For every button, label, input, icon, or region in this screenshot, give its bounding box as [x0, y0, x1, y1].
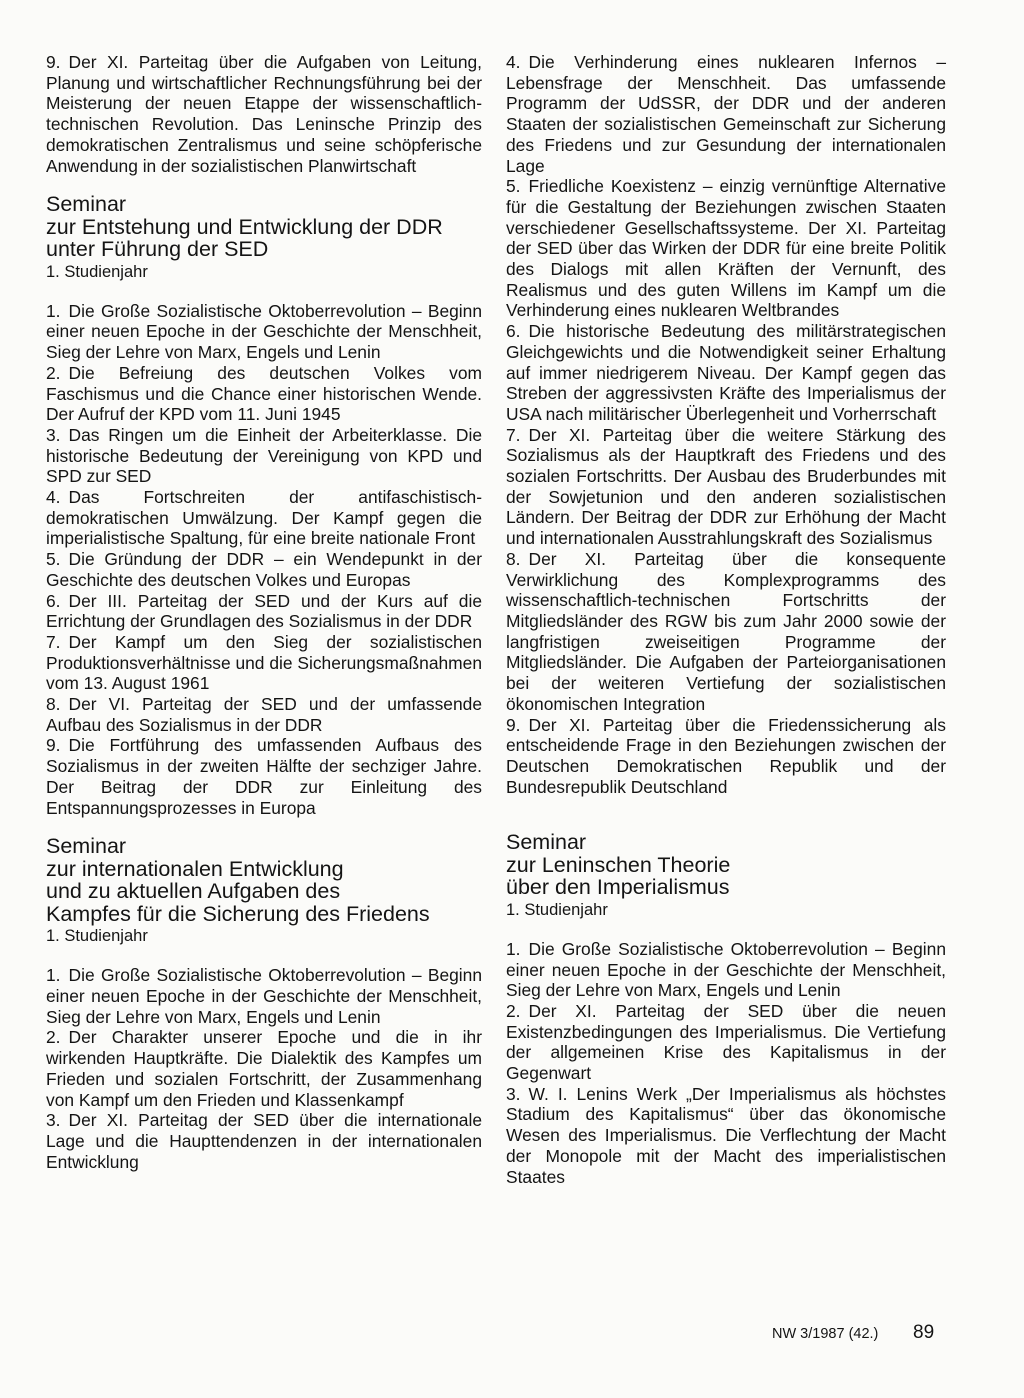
seminar-title-line: über den Imperialismus — [506, 875, 730, 900]
seminar-title-line: zur Entstehung und Entwicklung der DDR — [46, 214, 443, 239]
item-text: Der III. Parteitag der SED und der Kurs auf die Errichtung der Grundlagen des Sozialismus in der DDR — [46, 590, 482, 632]
item-number: 2. — [506, 1000, 521, 1021]
list-item — [46, 52, 482, 176]
item-number: 5. — [506, 176, 521, 197]
left-column — [46, 52, 482, 1172]
seminar-title-line: zur internationalen Entwicklung — [46, 856, 344, 881]
page-footer — [0, 1322, 1024, 1352]
list-item — [506, 176, 946, 321]
item-text: W. I. Lenins Werk „Der Imperialismus als höchstes Stadium des Kapitalismus“ über das ökonomische Wesen des Imperialismus. Die Verflechtung der Macht der Monopole mit der Macht des imperialistischen Staates — [506, 1083, 946, 1187]
seminar-title-line: Kampfes für die Sicherung des Friedens — [46, 901, 430, 926]
item-number: 3. — [46, 1110, 61, 1131]
item-number: 8. — [46, 694, 61, 715]
seminar-international — [46, 835, 482, 1172]
item-number: 9. — [46, 52, 61, 72]
item-number: 8. — [506, 548, 521, 569]
item-text: Die Gründung der DDR – ein Wendepunkt in der Geschichte des deutschen Volkes und Europas — [46, 549, 482, 590]
item-text: Friedliche Koexistenz – einzig vernünftige Alternative für die Gestaltung der Beziehungen zwischen Staaten verschiedener Gesellschaftssysteme. Der XI. Parteitag der SED über das Wirken der DDR für eine breite Politik des Dialogs mit allen Kräften der Vernunft, des Realismus und des guten Willens im Kampf um die Verhinderung eines nuklearen Weltbrandes — [506, 176, 946, 321]
list-item — [506, 52, 946, 176]
item-text: Die Fortführung des umfassenden Aufbaus des Sozialismus in der zweiten Hälfte der sechziger Jahre. Der Beitrag der DDR zur Einleitung des Entspannungsprozesses in Europa — [46, 735, 482, 818]
item-text: Der VI. Parteitag der SED und der umfassende Aufbau des Sozialismus in der DDR — [46, 694, 482, 735]
item-text: Die Große Sozialistische Oktoberrevolution – Beginn einer neuen Epoche in der Geschichte der Menschheit, Sieg der Lehre von Marx, Engels und Lenin — [46, 300, 482, 363]
list-item — [506, 1084, 946, 1188]
item-number: 6. — [46, 590, 61, 611]
item-text: Der XI. Parteitag über die konsequente Verwirklichung des Komplexprogramms des wissenschaftlich-technischen Fortschritts der Mitgliedsländer des RGW bis zum Jahr 2000 sowie der langfristigen zweiseitigen Programme der Mitgliedsländer. Die Aufgaben der Parteiorganisationen bei der weiteren Vertiefung der sozialistischen ökonomischen Integration — [506, 548, 946, 714]
item-text: Die historische Bedeutung des militärstrategischen Gleichgewichts und die Notwendigkeit seiner Erhaltung auf immer niedrigerem Niveau. Der Kampf gegen das Streben der aggressivsten Kräfte des Imperialismus der USA nach militärischer Überlegenheit und Vorherrschaft — [506, 321, 946, 424]
seminar-ddr — [46, 193, 482, 818]
seminar-title — [506, 831, 946, 899]
item-number: 9. — [506, 714, 521, 735]
item-text: Der XI. Parteitag der SED über die internationale Lage und die Haupttendenzen in der internationalen Entwicklung — [46, 1110, 482, 1172]
item-number: 1. — [46, 965, 61, 986]
seminar-title-line: Seminar — [46, 192, 127, 217]
item-number: 1. — [506, 938, 521, 959]
list-item — [506, 321, 946, 425]
item-number: 3. — [46, 424, 61, 445]
list-item — [506, 715, 946, 798]
list-item — [46, 487, 482, 549]
issue-reference: NW 3/1987 (42.) — [772, 1326, 879, 1342]
list-item — [506, 549, 946, 715]
list-item — [506, 939, 946, 1001]
list-item — [46, 425, 482, 487]
seminar-title-line: unter Führung der SED — [46, 237, 269, 262]
list-item — [46, 694, 482, 735]
seminar-subtitle: 1. Studienjahr — [46, 927, 148, 946]
seminar-title — [46, 193, 482, 261]
list-item — [46, 591, 482, 632]
item-number: 2. — [46, 362, 61, 383]
item-number: 3. — [506, 1083, 521, 1104]
item-number: 7. — [46, 631, 61, 652]
item-number: 1. — [46, 300, 61, 321]
item-number: 6. — [506, 321, 521, 342]
item-text: Der Kampf um den Sieg der sozialistischen Produktionsverhältnisse und die Sicherungsmaßnahmen vom 13. August 1961 — [46, 631, 482, 694]
item-text: Der Charakter unserer Epoche und die in ihr wirkenden Hauptkräfte. Die Dialektik des Kampfes um Frieden und sozialen Fortschritt, der Zusammenhang von Kampf um den Frieden und Klassenkampf — [46, 1027, 482, 1110]
left-intro — [46, 52, 482, 176]
item-number: 9. — [46, 735, 61, 756]
seminar-subtitle: 1. Studienjahr — [46, 262, 148, 281]
seminar-title — [46, 835, 482, 925]
right-intro — [506, 52, 946, 797]
list-item — [46, 735, 482, 818]
list-item — [46, 549, 482, 590]
item-text: Die Verhinderung eines nuklearen Infernos – Lebensfrage der Menschheit. Das umfassende Programm der UdSSR, der DDR und der anderen Staaten der sozialistischen Gemeinschaft zur Sicherung des Friedens und zur Gesundung der internationalen Lage — [506, 52, 946, 176]
item-text: Die Große Sozialistische Oktoberrevolution – Beginn einer neuen Epoche in der Geschichte der Menschheit, Sieg der Lehre von Marx, Engels und Lenin — [506, 938, 946, 1001]
list-item — [46, 1027, 482, 1110]
item-text: Die Große Sozialistische Oktoberrevolution – Beginn einer neuen Epoche in der Geschichte der Menschheit, Sieg der Lehre von Marx, Engels und Lenin — [46, 965, 482, 1027]
item-number: 4. — [506, 52, 521, 72]
item-text: Der XI. Parteitag der SED über die neuen Existenzbedingungen des Imperialismus. Die Vertiefung der allgemeinen Krise des Kapitalismus in der Gegenwart — [506, 1000, 946, 1084]
item-text: Die Befreiung des deutschen Volkes vom Faschismus und die Chance einer historischen Wende. Der Aufruf der KPD vom 11. Juni 1945 — [46, 362, 482, 425]
item-number: 2. — [46, 1027, 61, 1048]
list-item — [46, 301, 482, 363]
item-text: Der XI. Parteitag über die Friedenssicherung als entscheidende Frage in den Beziehungen zwischen der Deutschen Demokratischen Republik und der Bundesrepublik Deutschland — [506, 714, 946, 797]
right-column — [506, 52, 946, 1187]
seminar-title-line: Seminar — [506, 830, 587, 855]
item-text: Der XI. Parteitag über die weitere Stärkung des Sozialismus als der Hauptkraft des Friedens und des sozialen Fortschritts. Der Ausbau des Bruderbundes mit der Sowjetunion und den anderen sozialistischen Ländern. Der Beitrag der DDR zur Erhöhung der Macht und internationalen Ausstrahlungskraft des Sozialismus — [506, 424, 946, 549]
list-item — [46, 1110, 482, 1172]
seminar-subtitle: 1. Studienjahr — [506, 900, 608, 919]
item-number: 5. — [46, 549, 61, 570]
list-item — [46, 363, 482, 425]
list-item — [46, 965, 482, 1027]
item-text: Der XI. Parteitag über die Aufgaben von Leitung, Planung und wirtschaftlicher Rechnungsführung bei der Meisterung der neuen Etappe der wissenschaftlich-technischen Revolution. Das Leninsche Prinzip des demokratischen Zentralismus und seine schöpferische Anwendung in der sozialistischen Planwirtschaft — [46, 52, 482, 176]
item-text: Das Fortschreiten der antifaschistisch-demokratischen Umwälzung. Der Kampf gegen die imperialistische Spaltung, für eine breite nationale Front — [46, 487, 482, 549]
item-text: Das Ringen um die Einheit der Arbeiterklasse. Die historische Bedeutung der Vereinigung von KPD und SPD zur SED — [46, 424, 482, 487]
item-number: 7. — [506, 424, 521, 445]
seminar-imperialism — [506, 831, 946, 1187]
page-number: 89 — [913, 1322, 935, 1343]
item-number: 4. — [46, 487, 61, 508]
list-item — [506, 425, 946, 549]
seminar-title-line: zur Leninschen Theorie — [506, 852, 731, 877]
list-item — [46, 632, 482, 694]
seminar-title-line: Seminar — [46, 834, 127, 859]
seminar-title-line: und zu aktuellen Aufgaben des — [46, 879, 341, 904]
list-item — [506, 1001, 946, 1084]
